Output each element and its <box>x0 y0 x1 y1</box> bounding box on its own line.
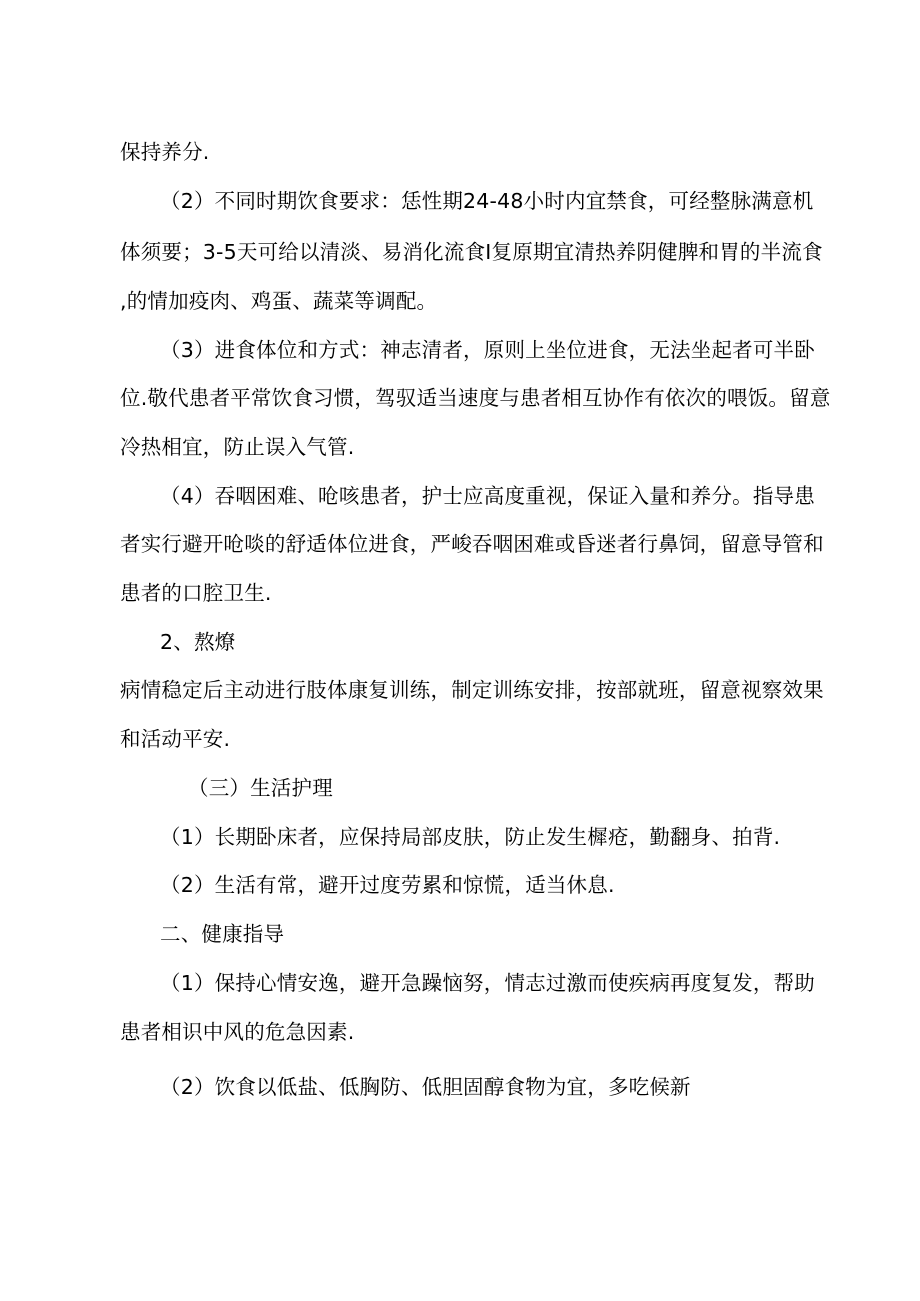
text-line-7: 冷热相宜，防止误入气管. <box>120 435 355 459</box>
text-line-10: 患者的口腔卫生. <box>120 581 272 605</box>
text-line-13: 和活动平安. <box>120 727 231 751</box>
text-line-8: （4）吞咽困难、呛咳患者，护士应高度重视，保证入量和养分。指导患 <box>160 484 815 508</box>
text-line-3: 体须要；3-5天可给以清淡、易消化流食Ⅰ复原期宜清热养阴健脾和胃的半流食 <box>120 240 823 264</box>
text-line-20: （2）饮食以低盐、低胸防、低胆固醇食物为宜，多吃候新 <box>160 1075 691 1099</box>
text-line-9: 者实行避开呛啖的舒适体位进食，严峻吞咽困难或昏迷者行鼻饲，留意导管和 <box>120 532 824 556</box>
text-line-4: ,的情加疫肉、鸡蛋、蔬菜等调配。 <box>120 289 438 313</box>
text-line-5: （3）进食体位和方式：神志清者，原则上坐位进食，无法坐起者可半卧 <box>160 338 815 362</box>
text-line-17: 二、健康指导 <box>160 922 285 946</box>
text-line-14: （三）生活护理 <box>188 776 333 800</box>
text-line-11: 2、熬燎 <box>160 630 236 654</box>
text-line-2: （2）不同时期饮食要求：恁性期24-48小时内宜禁食，可经整脉满意机 <box>160 189 814 213</box>
text-line-6: 位.敬代患者平常饮食习惯，驾驭适当速度与患者相互协作有依次的喂饭。留意 <box>120 386 831 410</box>
text-line-19: 患者相识中风的危急因素. <box>120 1020 355 1044</box>
text-line-1: 保持养分. <box>120 140 210 164</box>
text-line-12: 病情稳定后主动进行肢体康复训练，制定训练安排，按部就班，留意视察效果 <box>120 678 824 702</box>
text-line-16: （2）生活有常，避开过度劳累和惊慌，适当休息. <box>160 873 615 897</box>
text-line-15: （1）长期卧床者，应保持局部皮肤，防止发生樨疮，勤翻身、拍背. <box>160 825 781 849</box>
text-line-18: （1）保持心情安逸，避开急躁恼努，情志过激而使疾病再度复发，帮助 <box>160 971 815 995</box>
